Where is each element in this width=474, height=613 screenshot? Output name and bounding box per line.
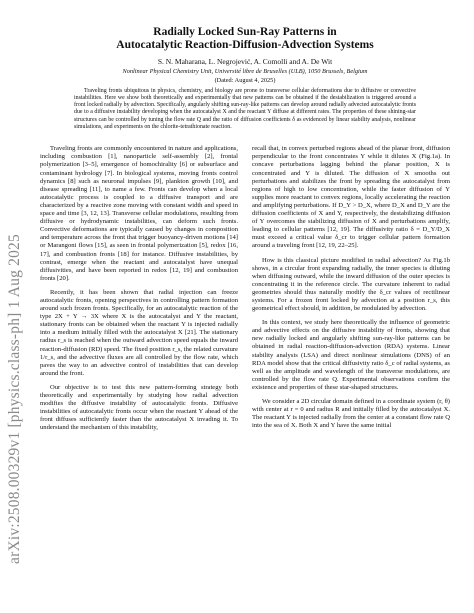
paragraph: recall that, in convex perturbed regions ahead of the planar front, diffusion perpendicular to the front concentrates Y while it dilutes X (Fig.1a). In concave perturbations lagging behind the planar position, X is concentrated and Y is diluted. The diffusion of X smooths out perturbations and stabilizes the front by spreading the autocatalyst from regions of high to low concentration, while the faster diffusion of Y supplies more reactant to convex regions, locally accelerating the reaction and amplifying perturbations. If D_Y > D_X, where D_X and D_Y are the diffusion coefficients of X and Y, respectively, the destabilizing diffusion of Y overcomes the stabilizing diffusion of X and perturbations amplify, leading to cellular patterns [12, 19]. The diffusivity ratio δ = D_Y/D_X must exceed a critical value δ_cr to trigger cellular pattern formation around a traveling front [12, 19, 22–25]. bbox=[252, 145, 450, 250]
body-columns bbox=[40, 145, 450, 438]
left-column bbox=[40, 145, 238, 438]
abstract: Traveling fronts ubiquitous in physics, chemistry, and biology are prone to transverse cellular deformations due to diffusive or convective instabilities. Here we show both theoretically and experimentally that new patterns can be obtained if the destabilization is triggered around a front locked radially by advection. Specifically, angularly shifting sun-ray-like patterns can develop around radially advected autocatalytic fronts due to a diffusive instability developing when the autocatalyst X and the reactant Y diffuse at different rates. The properties of these shining-star structures can be controlled by tuning the flow rate Q and the ratio of diffusion coefficients δ as evidenced by linear stability analysis, nonlinear simulations, and experiments on the chlorite-tetrathionate reaction. bbox=[74, 87, 416, 130]
arxiv-identifier-text: arXiv:2508.00329v1 [physics.class-ph] 1 Aug 2025 bbox=[6, 234, 23, 564]
paragraph: We consider a 2D circular domain defined in a coordinate system (r, θ) with center at r = 0 and radius R and initially filled by the autocatalyst X. The reactant Y is injected radially from the center at a constant flow rate Q into the sea of X. Both X and Y have the same initial bbox=[252, 398, 450, 430]
arxiv-identifier-stamp bbox=[4, 215, 26, 583]
paper-page bbox=[40, 26, 450, 438]
paragraph: Recently, it has been shown that radial injection can freeze autocatalytic fronts, opening perspectives in controlling pattern formation around such frozen fronts. Specifically, for an autocatalytic reaction of the type 2X + Y → 3X where X is the autocatalyst and Y the reactant, stationary fronts can be obtained when the reactant Y is injected radially into a medium initially filled with the autocatalyst X [21]. The stationary radius r_s is reached when the outward advection speed equals the inward reaction-diffusion (RD) speed. The fixed position r_s, the related curvature 1/r_s, and the advective fluxes are all controlled by the flow rate, which paves the way to an advective control of instabilities that can develop around the front. bbox=[40, 288, 238, 377]
title-line-2: Autocatalytic Reaction-Diffusion-Advection Systems bbox=[116, 39, 374, 51]
right-column bbox=[252, 145, 450, 438]
paragraph: How is this classical picture modified in radial advection? As Fig.1b shows, in a circular front expanding radially, the inner species is diluting when diffusing outward, while the inward diffusion of the outer species is concentrating it in the reference circle. The curvature inherent to radial geometries should thus naturally modify the δ_cr values of rectilinear systems. For a frozen front locked by advection at a position r_s, this geometrical effect should, in addition, be modulated by advection. bbox=[252, 256, 450, 313]
title-line-1: Radially Locked Sun-Ray Patterns in bbox=[153, 26, 337, 38]
paragraph: Our objective is to test this new pattern-forming strategy both theoretically and experimentally by studying how radial advection modifies the diffusive instability of autocatalytic fronts. Diffusive instabilities of autocatalytic fronts occur when the reactant Y ahead of the front diffuses sufficiently faster than the autocatalyst X invading it. To understand the mechanism of this instability, bbox=[40, 383, 238, 432]
paragraph: In this context, we study here theoretically the influence of geometric and advective effects on the diffusive instability of fronts, showing that new radially locked and angularly shifting sun-ray-like patterns can be obtained in radial reaction-diffusion-advection (RDA) systems. Linear stability analysis (LSA) and direct nonlinear simulations (DNS) of an RDA model show that the critical diffusivity ratio δ_c of radial systems, as well as the amplitude and wavelength of the transverse modulations, are controlled by the flow rate Q. Experimental observations confirm the existence and properties of these star-shaped structures. bbox=[252, 319, 450, 391]
date-line: (Dated: August 4, 2025) bbox=[214, 76, 276, 84]
author-list: S. N. Maharana, L. Negrojević, A. Comolli and A. De Wit bbox=[157, 57, 333, 66]
paragraph: Traveling fronts are commonly encountered in nature and applications, including combustion [1], nanoparticle self-assembly [2], frontal polymerization [3–5], emergence of homochirality [6] or subsurface and contaminant hydrology [7]. In biological systems, moving fronts control dynamics [8] such as neuronal impulses [9], plankton growth [10], and disease spreading [11], to name a few. Fronts can develop when a local autocatalytic process is coupled to a diffusive transport and are characterized by a reactive zone moving with constant width and speed in space and time [3, 12, 13]. Transverse cellular modulations, resulting from diffusive or hydrodynamic instabilities, can deform such fronts. Convective deformations are typically caused by changes in composition and temperature across the front that trigger buoyancy-driven motions [14] or Marangoni flows [15], as seen in frontal polymerization [5], redox [16, 17], and combustion fronts [18] for instance. Diffusive instabilities, by contrast, emerge when the reactant and autocatalyst have unequal diffusivities, and have been reported in redox [12, 19] and combustion fronts [20]. bbox=[40, 145, 238, 282]
paper-title bbox=[40, 26, 450, 52]
affiliation-line-1: Nonlinear Physical Chemistry Unit, Université libre de Bruxelles (ULB), 1050 Brussels, Belgium bbox=[122, 68, 368, 75]
affiliation bbox=[40, 68, 450, 76]
